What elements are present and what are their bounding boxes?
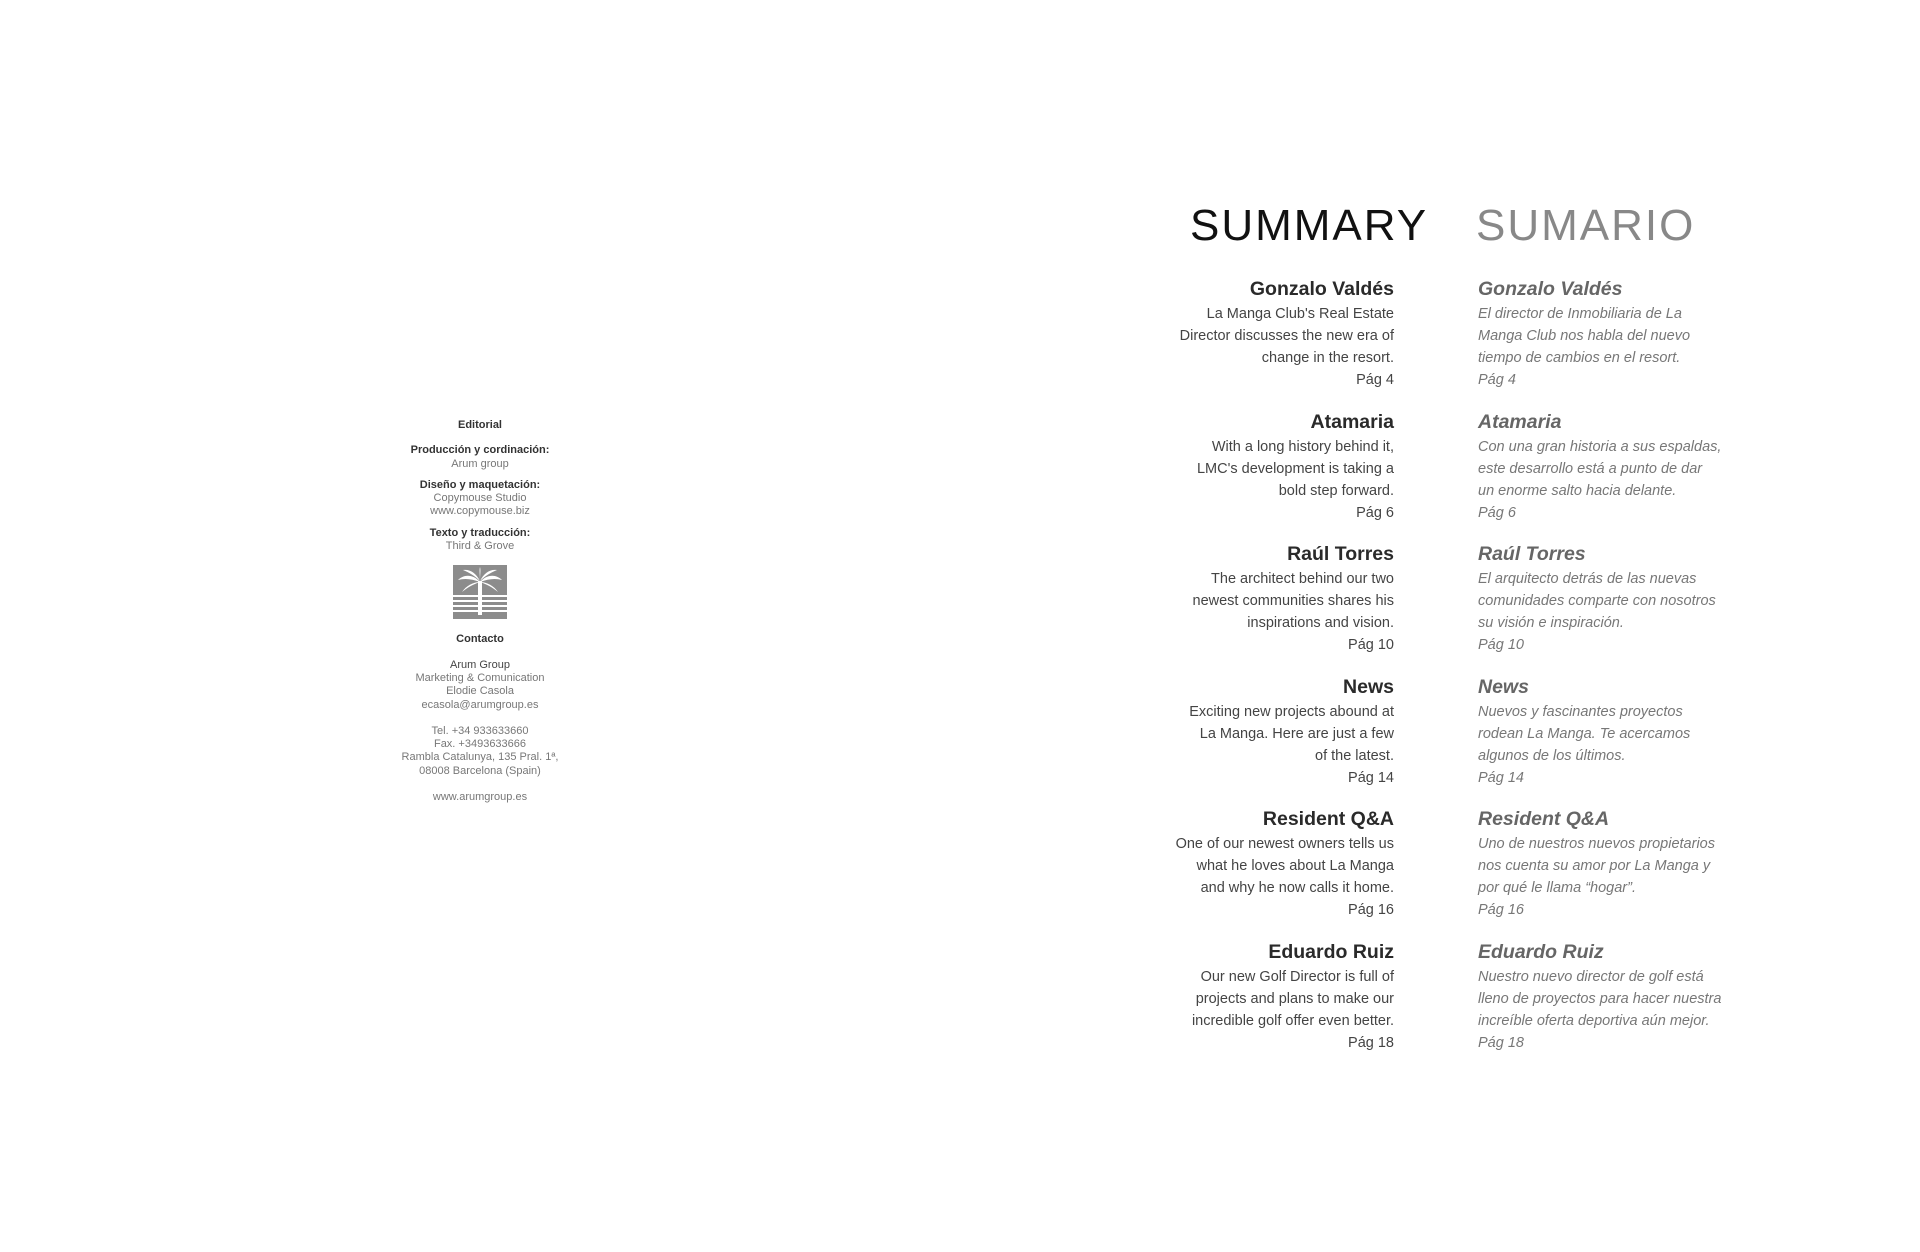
contact-email-link[interactable]: ecasola@arumgroup.es [421, 698, 539, 711]
sumario-entry[interactable] [1478, 674, 1738, 807]
contact-street: Rambla Catalunya, 135 Pral. 1ª, [401, 751, 559, 764]
entry-heading: Resident Q&A [1262, 808, 1394, 830]
entry-description-line: and why he now calls it home. [1200, 880, 1394, 896]
entry-page-number: Pág 18 [1348, 1034, 1394, 1051]
contact-heading: Contacto [456, 633, 504, 646]
palm-tree-logo-icon [453, 565, 507, 619]
sumario-entry[interactable] [1478, 276, 1738, 409]
entry-description-line: bold step forward. [1278, 482, 1394, 499]
entry-description-line: Uno de nuestros nuevos propietarios [1478, 836, 1715, 852]
entry-description-line: comunidades comparte con nosotros [1478, 593, 1716, 609]
entry-description-line: With a long history behind it, [1211, 438, 1394, 455]
credit-label: Texto y traducción: [429, 526, 531, 539]
entry-heading: Raúl Torres [1478, 543, 1586, 565]
sumario-entry[interactable] [1478, 806, 1738, 939]
entry-description-line: LMC's development is taking a [1196, 460, 1394, 477]
entry-page-number: Pág 16 [1478, 902, 1524, 918]
entry-page-number: Pág 14 [1478, 769, 1524, 786]
entry-description-line: inspirations and vision. [1247, 615, 1394, 631]
entry-heading: Raúl Torres [1287, 543, 1394, 565]
contact-person [380, 659, 580, 712]
entry-description-line: Exciting new projects abound at [1189, 703, 1394, 720]
credit-label: Diseño y maquetación: [419, 478, 541, 491]
entry-description-line: Nuevos y fascinantes proyectos [1478, 703, 1683, 720]
credit-label: Producción y cordinación: [410, 444, 550, 457]
contact-company: Arum Group [450, 658, 510, 671]
entry-description-line: projects and plans to make our [1195, 990, 1394, 1007]
credit-value: Copymouse Studio [433, 492, 527, 505]
contact-phone: Tel. +34 933633660 [431, 724, 529, 737]
entry-description-line: Our new Golf Director is full of [1200, 968, 1394, 985]
entry-description-line: nos cuenta su amor por La Manga y [1478, 858, 1711, 874]
entry-description-line: of the latest. [1315, 747, 1394, 764]
contact-fax: Fax. +3493633666 [433, 738, 527, 751]
entry-heading: Atamaria [1310, 410, 1394, 433]
entry-page-number: Pág 6 [1356, 504, 1394, 521]
entry-heading: Eduardo Ruiz [1478, 940, 1604, 963]
entry-description-line: Nuestro nuevo director de golf está [1478, 968, 1704, 985]
summary-entry[interactable] [1136, 541, 1394, 674]
sumario-spanish-column [1478, 276, 1738, 1071]
sumario-entry[interactable] [1478, 409, 1738, 542]
summary-entry[interactable] [1136, 806, 1394, 939]
sumario-entry[interactable] [1478, 939, 1738, 1072]
entry-description-line: algunos de los últimos. [1478, 747, 1626, 764]
entry-page-number: Pág 16 [1348, 902, 1394, 918]
entry-description-line: incredible golf offer even better. [1191, 1012, 1394, 1029]
summary-title: SUMMARY [1190, 201, 1429, 250]
credit-website-link[interactable]: www.copymouse.biz [430, 505, 530, 518]
summary-entry[interactable] [1136, 939, 1394, 1072]
summary-english-column [1136, 276, 1394, 1071]
entry-page-number: Pág 14 [1348, 769, 1394, 786]
entry-description-line: La Manga. Here are just a few [1199, 725, 1394, 742]
contact-web [380, 791, 580, 804]
entry-heading: Resident Q&A [1478, 808, 1610, 830]
entry-description-line: what he loves about La Manga [1196, 858, 1394, 874]
entry-description-line: One of our newest owners tells us [1175, 836, 1394, 852]
entry-page-number: Pág 4 [1478, 372, 1516, 388]
contact-department: Marketing & Comunication [415, 671, 545, 684]
sumario-title: SUMARIO [1476, 201, 1696, 250]
credit-value: Arum group [451, 457, 509, 470]
credit-production [380, 444, 580, 471]
editorial-heading: Editorial [457, 419, 502, 431]
colophon [380, 419, 580, 817]
summary-entry[interactable] [1136, 276, 1394, 409]
entry-heading: Atamaria [1478, 410, 1562, 433]
entry-description-line: su visión e inspiración. [1478, 615, 1624, 631]
entry-description-line: La Manga Club's Real Estate [1206, 306, 1394, 322]
entry-description-line: lleno de proyectos para hacer nuestra [1478, 990, 1722, 1007]
credit-translation [380, 527, 580, 554]
summary-entry[interactable] [1136, 674, 1394, 807]
entry-description-line: El arquitecto detrás de las nuevas [1478, 571, 1697, 587]
entry-heading: Gonzalo Valdés [1249, 278, 1394, 300]
entry-description-line: Manga Club nos habla del nuevo [1478, 328, 1691, 344]
entry-description-line: El director de Inmobiliaria de La [1478, 306, 1682, 322]
credit-design [380, 479, 580, 519]
contact-website-link[interactable]: www.arumgroup.es [432, 791, 528, 804]
entry-description-line: newest communities shares his [1192, 593, 1394, 609]
contact-name: Elodie Casola [446, 685, 514, 698]
entry-description-line: un enorme salto hacia delante. [1478, 482, 1677, 499]
sumario-entry[interactable] [1478, 541, 1738, 674]
entry-heading: News [1478, 675, 1529, 698]
entry-description-line: The architect behind our two [1211, 571, 1394, 587]
entry-heading: Gonzalo Valdés [1478, 278, 1623, 300]
summary-entry[interactable] [1136, 409, 1394, 542]
entry-description-line: increíble oferta deportiva aún mejor. [1478, 1012, 1710, 1029]
entry-description-line: por qué le llama “hogar”. [1478, 880, 1636, 896]
credit-value: Third & Grove [445, 540, 515, 553]
entry-page-number: Pág 10 [1348, 637, 1394, 653]
entry-description-line: rodean La Manga. Te acercamos [1478, 725, 1691, 742]
entry-description-line: Con una gran historia a sus espaldas, [1478, 438, 1722, 455]
entry-description-line: tiempo de cambios en el resort. [1478, 350, 1681, 366]
entry-page-number: Pág 6 [1478, 504, 1516, 521]
contact-city: 08008 Barcelona (Spain) [419, 764, 541, 777]
entry-heading: News [1343, 675, 1394, 698]
entry-description-line: Director discusses the new era of [1179, 328, 1394, 344]
entry-description-line: este desarrollo está a punto de dar [1478, 460, 1703, 477]
contact-address [380, 725, 580, 778]
entry-page-number: Pág 10 [1478, 637, 1524, 653]
entry-page-number: Pág 4 [1356, 372, 1394, 388]
entry-heading: Eduardo Ruiz [1268, 940, 1394, 963]
entry-page-number: Pág 18 [1478, 1034, 1524, 1051]
entry-description-line: change in the resort. [1261, 350, 1394, 366]
